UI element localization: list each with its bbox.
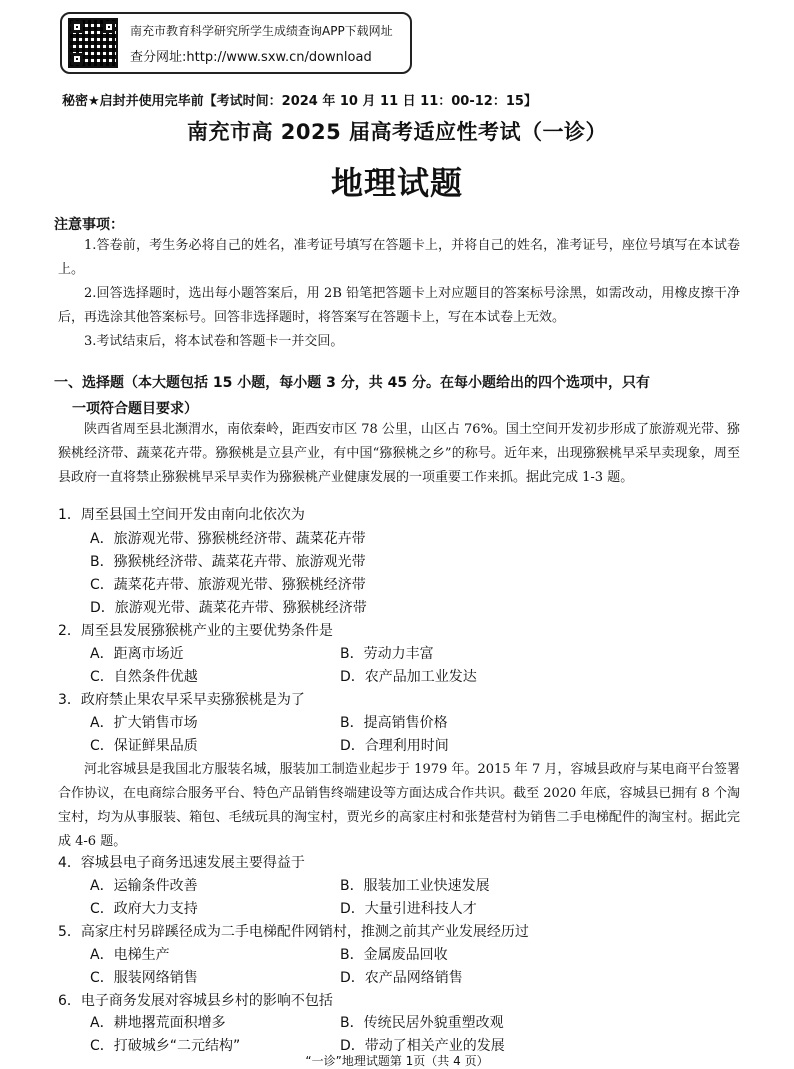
question-3-option-c[interactable]: C．保证鲜果品质 bbox=[90, 738, 198, 754]
question-3-option-b[interactable]: B．提高销售价格 bbox=[340, 715, 448, 731]
question-1-option-d[interactable]: D．旅游观光带、蔬菜花卉带、猕猴桃经济带 bbox=[90, 600, 367, 616]
question-2-option-b[interactable]: B．劳动力丰富 bbox=[340, 646, 434, 662]
question-6-option-c[interactable]: C．打破城乡“二元结构” bbox=[90, 1038, 241, 1054]
question-5-stem: 5．高家庄村另辟蹊径成为二手电梯配件网销村，推测之前其产业发展经历过 bbox=[58, 924, 529, 940]
question-4-stem: 4．容城县电子商务迅速发展主要得益于 bbox=[58, 855, 305, 871]
question-6-option-a[interactable]: A．耕地撂荒面积增多 bbox=[90, 1015, 226, 1031]
section-heading-line2: 一项符合题目要求） bbox=[72, 401, 198, 417]
passage-2: 河北容城县是我国北方服装名城，服装加工制造业起步于 1979 年。2015 年 7 月，容城县政府与某电商平台签署合作协议，在电商综合服务平台、特色产品销售终端建设等方面达成合作共识。截至 2020 年底，容城县已拥有 8 个淘宝村，均为从事服装、箱包、毛绒玩具的淘宝村，贾光乡的高家庄村和张楚营村为销售二手电梯配件的淘宝村。据此完成 4-6 题。 bbox=[58, 762, 740, 849]
question-2-option-a[interactable]: A．距离市场近 bbox=[90, 646, 184, 662]
qr-code-icon[interactable] bbox=[68, 18, 118, 68]
subject-title: 地理试题 bbox=[330, 164, 463, 202]
section-heading-line1: 一、选择题（本大题包括 15 小题，每小题 3 分，共 45 分。在每小题给出的四个选项中，只有 bbox=[54, 375, 650, 391]
question-4-option-a[interactable]: A．运输条件改善 bbox=[90, 878, 198, 894]
question-4-option-b[interactable]: B．服装加工业快速发展 bbox=[340, 878, 490, 894]
exam-time-line: 秘密★启封并使用完毕前【考试时间：2024 年 10 月 11 日 11：00-12：15】 bbox=[62, 94, 537, 109]
question-6-option-b[interactable]: B．传统民居外貌重塑改观 bbox=[340, 1015, 504, 1031]
question-5-option-c[interactable]: C．服装网络销售 bbox=[90, 970, 198, 986]
notice-item-2: 2.回答选择题时，选出每小题答案后，用 2B 铅笔把答题卡上对应题目的答案标号涂黑，如需改动，用橡皮擦干净后，再选涂其他答案标号。回答非选择题时，将答案写在答题卡上，写在本试卷上无效。 bbox=[58, 286, 740, 325]
page-footer: “一诊”地理试题第 1页（共 4 页） bbox=[305, 1054, 489, 1068]
question-3-option-a[interactable]: A．扩大销售市场 bbox=[90, 715, 198, 731]
question-5-option-b[interactable]: B．金属废品回收 bbox=[340, 947, 448, 963]
notice-heading: 注意事项： bbox=[54, 217, 124, 233]
question-2-option-d[interactable]: D．农产品加工业发达 bbox=[340, 669, 477, 685]
question-1-stem: 1．周至县国土空间开发由南向北依次为 bbox=[58, 507, 305, 523]
question-4-option-d[interactable]: D．大量引进科技人才 bbox=[340, 901, 477, 917]
question-2-stem: 2．周至县发展猕猴桃产业的主要优势条件是 bbox=[58, 623, 333, 639]
section-heading bbox=[54, 370, 754, 422]
question-1-option-b[interactable]: B．猕猴桃经济带、蔬菜花卉带、旅游观光带 bbox=[90, 554, 366, 570]
question-6-stem: 6．电子商务发展对容城县乡村的影响不包括 bbox=[58, 993, 333, 1009]
passage-1: 陕西省周至县北濒渭水，南依秦岭，距西安市区 78 公里，山区占 76%。国土空间开发初步形成了旅游观光带、猕猴桃经济带、蔬菜花卉带。猕猴桃是立县产业，有中国“猕猴桃之乡”的称号。近年来，出现猕猴桃早采早卖现象，周至县政府一直将禁止猕猴桃早采早卖作为猕猴桃产业健康发展的一项重要工作来抓。据此完成 1-3 题。 bbox=[58, 422, 740, 485]
notice-item-1: 1.答卷前，考生务必将自己的姓名，准考证号填写在答题卡上，并将自己的姓名，准考证号，座位号填写在本试卷上。 bbox=[58, 238, 740, 277]
question-1-option-c[interactable]: C．蔬菜花卉带、旅游观光带、猕猴桃经济带 bbox=[90, 577, 366, 593]
exam-title: 南充市高 2025 届高考适应性考试（一诊） bbox=[186, 120, 608, 144]
question-4-option-c[interactable]: C．政府大力支持 bbox=[90, 901, 198, 917]
question-5-option-a[interactable]: A．电梯生产 bbox=[90, 947, 170, 963]
header-app-download: 南充市教育科学研究所学生成绩查询APP下载网址 bbox=[130, 24, 393, 38]
question-3-option-d[interactable]: D．合理利用时间 bbox=[340, 738, 449, 754]
notice-item-3: 3.考试结束后，将本试卷和答题卡一并交回。 bbox=[84, 334, 344, 349]
question-3-stem: 3．政府禁止果农早采早卖猕猴桃是为了 bbox=[58, 692, 305, 708]
header-url[interactable]: 查分网址:http://www.sxw.cn/download bbox=[130, 50, 372, 65]
question-6-option-d[interactable]: D．带动了相关产业的发展 bbox=[340, 1038, 505, 1054]
question-5-option-d[interactable]: D．农产品网络销售 bbox=[340, 970, 463, 986]
question-1-option-a[interactable]: A．旅游观光带、猕猴桃经济带、蔬菜花卉带 bbox=[90, 531, 366, 547]
question-2-option-c[interactable]: C．自然条件优越 bbox=[90, 669, 198, 685]
